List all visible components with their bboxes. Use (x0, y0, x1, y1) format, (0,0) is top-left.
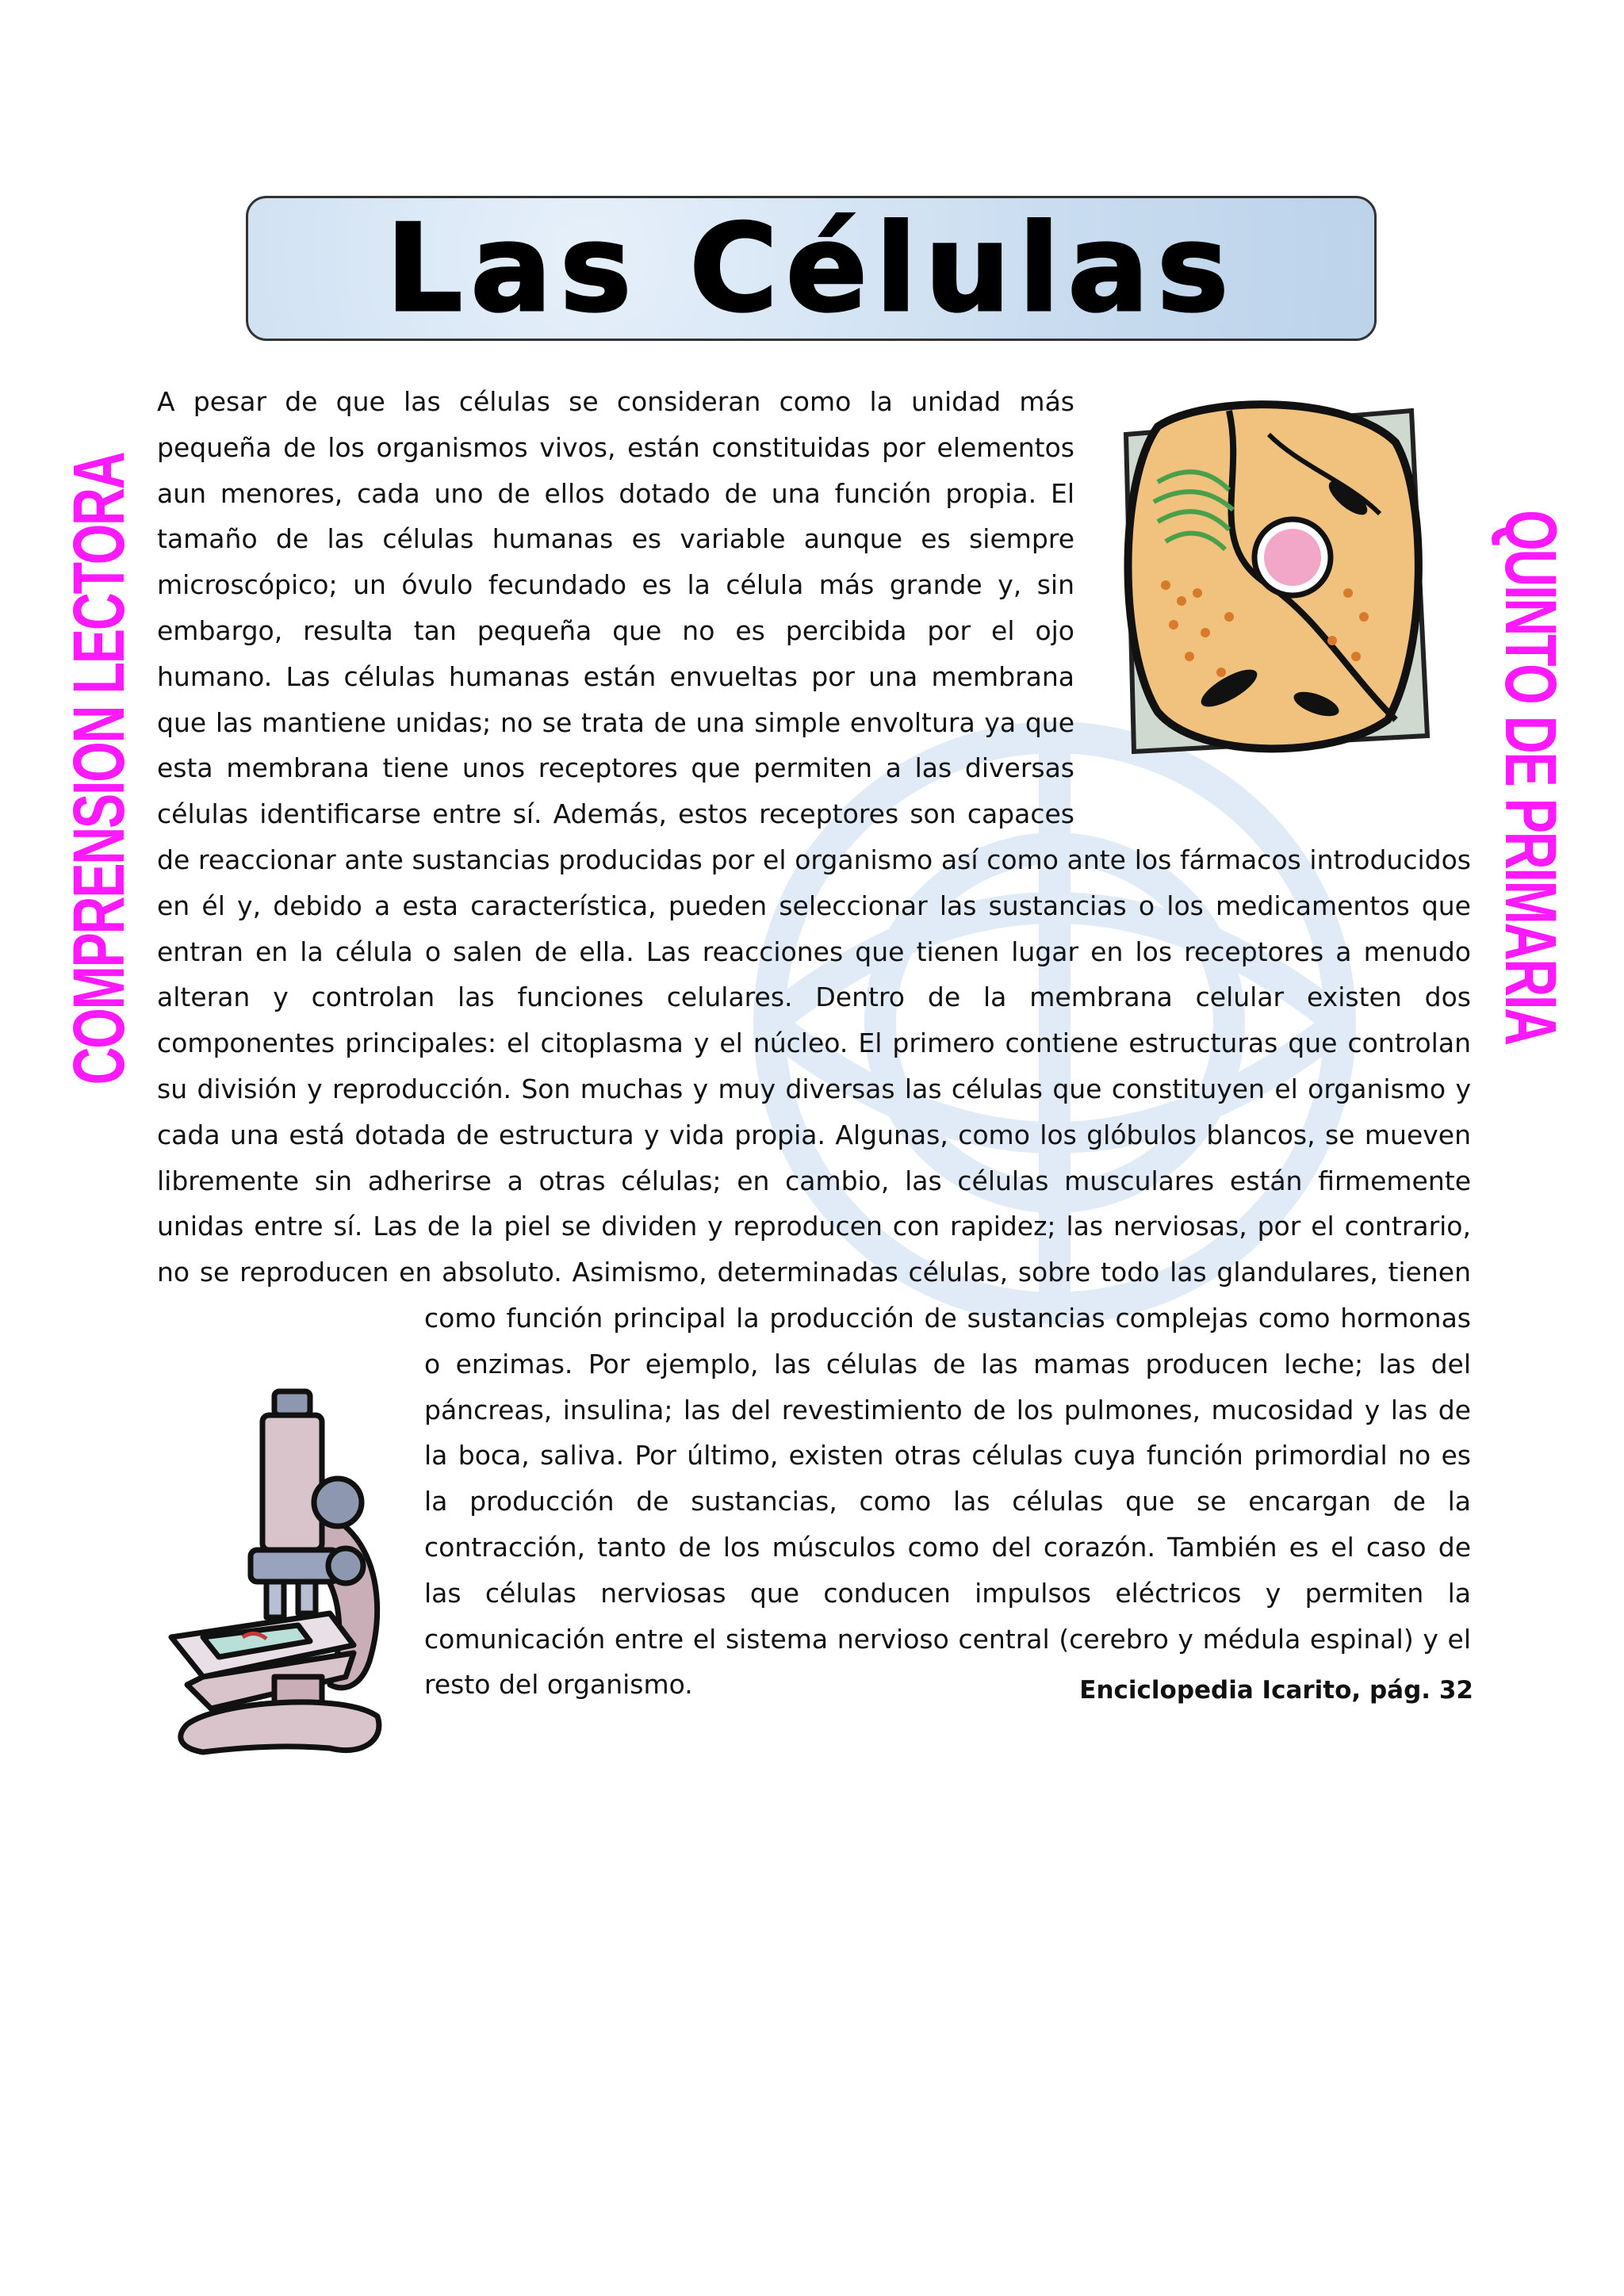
side-label-left-text: COMPRENSION LECTORA (59, 453, 140, 1085)
page-title: Las Células (385, 197, 1237, 339)
title-banner (246, 196, 1377, 341)
microscope-image-space (157, 1332, 424, 1760)
article-body (157, 379, 1471, 1760)
article-text: A pesar de que las células se consideran como la unidad más pequeña de los organismos vivos, están constituidas por elementos aun menores, cada uno de ellos dotado de una función propia. El tamaño de las células humanas es variable aunque es siempre microscópico; un óvulo fecundado es la célula más grande y, sin embargo, resulta tan pequeña que no es percibida por el ojo humano. Las células humanas están envueltas por una membrana que las mantiene unidas; no se trata de una simple envoltura ya que esta membrana tiene unos receptores que permiten a las diversas células identificarse entre sí. Además, estos receptores son capaces de reaccionar ante sustancias producidas por el organismo así como ante los fármacos introducidos en él y, debido a esta característica, pueden seleccionar las sustancias o los medicamentos que entran en la célula o salen de ella. Las reacciones que tienen lugar en los receptores a menudo alteran y controlan las funciones celulares. Dentro de la membrana celular existen dos componentes principales: el citoplasma y el núcleo. El primero contiene estructuras que controlan su división y reproducción. Son muchas y muy diversas las células que constituyen el organismo y cada una está dotada de estructura y vida propia. Algunas, como los glóbulos blancos, se mueven libremente sin adherirse a otras células; en cambio, las células musculares están firmemente unidas entre sí. Las de la piel se dividen y reproducen con rapidez; las nerviosas, por el contrario, no se reproducen en absoluto. Asimismo, determinadas células, sobre todo las glandulares, tienen como función principal la producción de sustancias complejas como hormonas o enzimas. Por ejemplo, las células de las mamas producen leche; las del páncreas, insulina; las del revestimiento de los pulmones, mucosidad y las de la boca, saliva. Por último, existen otras células cuya función primordial no es la producción de sustancias, como las células que se encargan de la contracción, tanto de los músculos como del corazón. También es el caso de las células nerviosas que conducen impulsos eléctricos y permiten la comunicación entre el sistema nervioso central (cerebro y médula espinal) y el resto del organismo. (157, 386, 1471, 1701)
cell-image-space (1074, 379, 1471, 803)
source-citation: Enciclopedia Icarito, pág. 32 (1079, 1676, 1473, 1705)
side-label-right-text: QUINTO DE PRIMARIA (1490, 510, 1571, 1044)
